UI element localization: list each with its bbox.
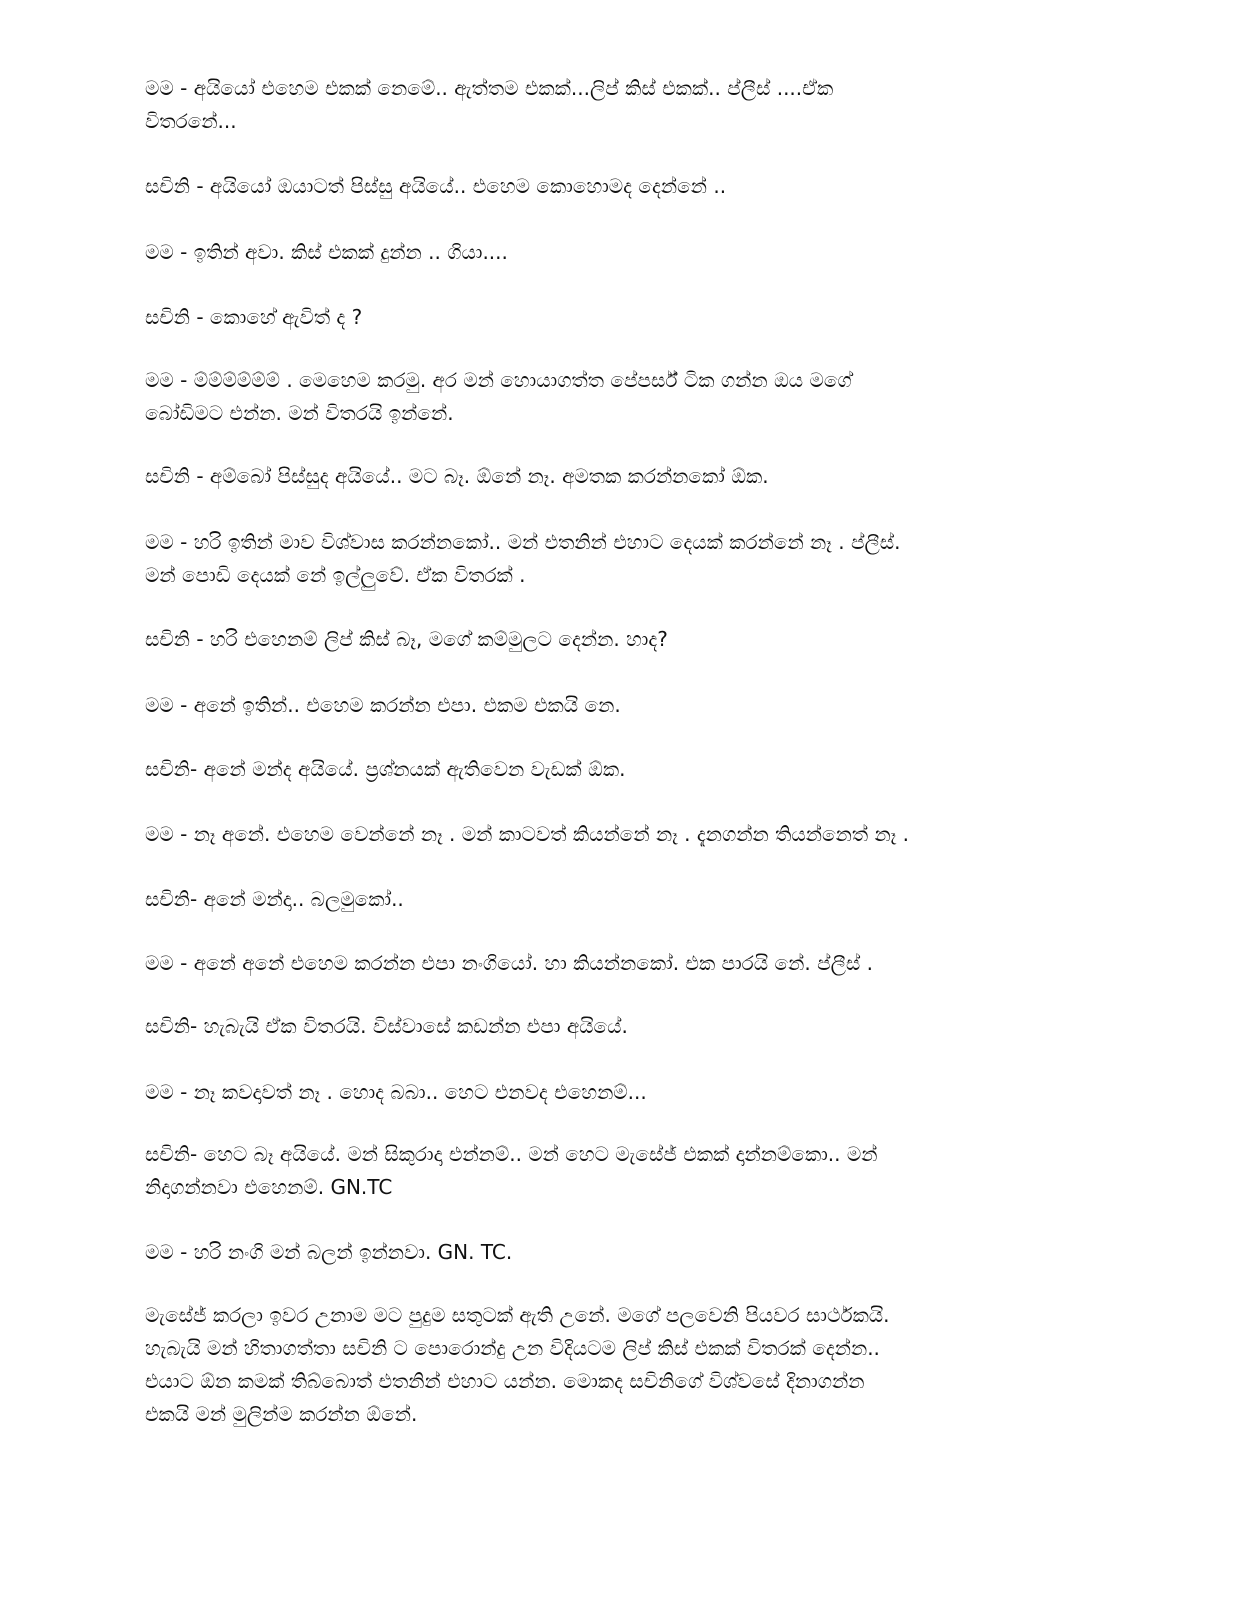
paragraph <box>145 623 1095 656</box>
text-line: මම - හරි නංගි මන් බලන් ඉන්නවා. GN. TC. <box>145 1240 513 1264</box>
text-line: එයාට ඕන කමක් තිබ්බොත් එතනින් එහාට යන්න. මොකද සචිනිගේ විශ්වසේ දිනාගන්න <box>145 1369 865 1393</box>
text-line: නිදාගන්නවා එහෙනම්. GN.TC <box>145 1175 393 1199</box>
text-line: සචිනි - අම්බෝ පිස්සුද අයියේ.. මට බෑ. ඕනේ නෑ. අමතක කරන්නකෝ ඕක. <box>145 464 769 488</box>
paragraph <box>145 1076 1095 1109</box>
text-line: එකයි මන් මුලින්ම කරන්න ඕනේ. <box>145 1402 418 1426</box>
text-line: මම - අනේ ඉතින්.. එහෙම කරන්න එපා. එකම එකයි නෙ. <box>145 693 621 717</box>
text-line: මම - අනේ අනේ එහෙම කරන්න එපා නංගියෝ. හා කියන්නකෝ. එක පාරයි නේ. ප්ලීස් . <box>145 951 873 975</box>
text-line: සචිනි- අනේ මන්ද අයියේ. ප්‍රශ්නයක් ඇතිවෙන වැඩක් ඕක. <box>145 757 626 781</box>
text-line: බෝඩිමට එන්න. මන් විතරයි ඉන්නේ. <box>145 401 454 425</box>
text-line: සචිනි - හරි එහෙනම් ලිප් කිස් බෑ, මගේ කම්මුලට දෙන්න. හාද? <box>145 627 668 651</box>
text-line: මම - නෑ කවදාවත් නෑ . හොද බබා.. හෙට එනවද එහෙනම්... <box>145 1080 647 1104</box>
paragraph <box>145 460 1095 493</box>
paragraph <box>145 1299 1095 1431</box>
text-line: මැසේජ් කරලා ඉවර උනාම මට පුදුම සතුටක් ඇති උනේ. මගේ පලවෙනි පියවර සාර්ථකයි. <box>145 1303 890 1327</box>
text-line: මම - ම්ම්ම්ම්ම්ම් . මෙහෙම කරමු. අර මන් හොයාගත්ත පේපර්ස් ටික ගන්න ඔය මගේ <box>145 368 852 392</box>
paragraph <box>145 1236 1095 1269</box>
text-line: මම - නෑ අනේ. එහෙම වෙන්නේ නෑ . මන් කාටවත් කියන්නේ නෑ . දැනගන්න තියන්නෙත් නෑ . <box>145 822 909 846</box>
text-line: සචිනි- හෙට බෑ අයියේ. මන් සිකුරාදා එන්නම්.. මන් හෙට මැසේජ් එකක් දාන්නම්කො.. මන් <box>145 1142 878 1166</box>
text-line: මන් පොඩි දෙයක් නේ ඉල්ලුවේ. ඒක විතරක් . <box>145 563 526 587</box>
paragraph <box>145 170 1095 203</box>
paragraph <box>145 753 1095 786</box>
paragraph <box>145 947 1095 980</box>
text-line: සචිනි- හැබැයි ඒක විතරයි. විස්වාසේ කඩන්න එපා අයියේ. <box>145 1014 628 1038</box>
paragraph <box>145 364 1095 430</box>
text-line: විතරනේ... <box>145 109 237 133</box>
text-line: මම - ඉතින් අවා. කිස් එකක් දුන්න .. ගියා.... <box>145 240 508 264</box>
paragraph <box>145 1138 1095 1204</box>
paragraph <box>145 72 1095 138</box>
paragraph <box>145 526 1095 592</box>
paragraph <box>145 883 1095 916</box>
text-line: සචිනි- අනේ මන්දා.. බලමුකෝ.. <box>145 887 404 911</box>
text-line: හැබැයි මන් හිතාගත්තා සචිනි ට පොරොන්දු උන විදියටම ලිප් කිස් එකක් විතරක් දෙන්න.. <box>145 1336 880 1360</box>
text-line: සචිනි - අයියෝ ඔයාටත් පිස්සු අයියේ.. එහෙම කොහොමද දෙන්නේ .. <box>145 174 727 198</box>
paragraph <box>145 1010 1095 1043</box>
text-line: සචිනි - කොහේ ඇවිත් ද ? <box>145 305 363 329</box>
paragraph <box>145 689 1095 722</box>
paragraph <box>145 818 1095 851</box>
text-line: මම - හරි ඉතින් මාව විශ්වාස කරන්නකෝ.. මන් එතනින් එහාට දෙයක් කරන්නේ නෑ . ප්ලීස්. <box>145 530 901 554</box>
paragraph <box>145 236 1095 269</box>
paragraph <box>145 301 1095 334</box>
text-line: මම - අයියෝ එහෙම එකක් නෙමේ.. ඇත්තම එකක්...ලිප් කිස් එකක්.. ප්ලීස් ....ඒක <box>145 76 834 100</box>
